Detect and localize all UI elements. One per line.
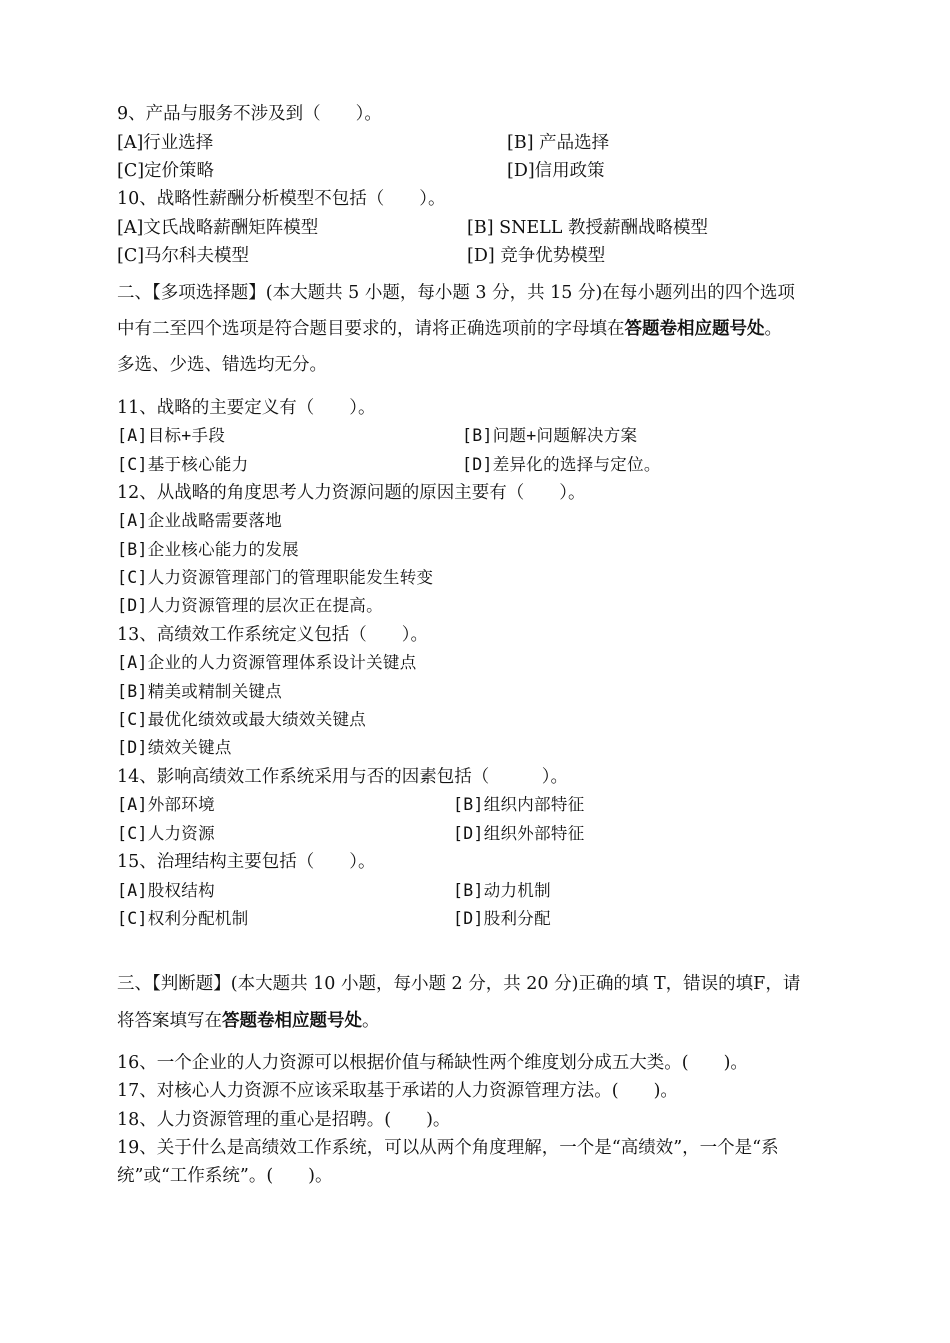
question-17: 17、对核心人力资源不应该采取基于承诺的人力资源管理方法。( )。 (117, 1081, 678, 1101)
section-3-instructions-line-2 (117, 1009, 380, 1033)
question-14-option-c: [C]人力资源 (117, 824, 215, 843)
question-12-option-a: [A]企业战略需要落地 (117, 511, 283, 530)
question-11-option-d: [D]差异化的选择与定位。 (462, 455, 661, 474)
question-14-stem: 14、影响高绩效工作系统采用与否的因素包括（ ）。 (117, 767, 569, 787)
question-10-option-d: [D] 竞争优势模型 (467, 246, 606, 266)
question-15-option-d: [D]股利分配 (453, 909, 551, 928)
question-11-option-b: [B]问题+问题解决方案 (462, 426, 638, 445)
question-9-option-d: [D]信用政策 (507, 161, 605, 181)
question-10-stem: 10、战略性薪酬分析模型不包括（ ）。 (117, 189, 446, 209)
question-9-option-b: [B] 产品选择 (507, 133, 610, 153)
question-9-stem: 9、产品与服务不涉及到（ ）。 (117, 104, 382, 124)
question-13-option-d: [D]绩效关键点 (117, 738, 232, 757)
question-12-option-b: [B]企业核心能力的发展 (117, 540, 299, 559)
question-12-option-d: [D]人力资源管理的层次正在提高。 (117, 596, 383, 615)
question-13-stem: 13、高绩效工作系统定义包括（ ）。 (117, 625, 429, 645)
section-3-bold-answer-sheet: 答题卷相应题号处 (222, 1011, 362, 1031)
question-10-option-c: [C]马尔科夫模型 (117, 246, 250, 266)
question-11-option-a: [A]目标+手段 (117, 426, 226, 445)
question-16: 16、一个企业的人力资源可以根据价值与稀缺性两个维度划分成五大类。( )。 (117, 1053, 748, 1073)
section-2-instructions-line-3: 多选、少选、错选均无分。 (117, 355, 327, 375)
question-13-option-c: [C]最优化绩效或最大绩效关键点 (117, 710, 367, 729)
question-9-option-c: [C]定价策略 (117, 161, 215, 181)
section-3-line-2-end: 。 (362, 1011, 380, 1031)
question-19-line-2: 统”或“工作系统”。( )。 (117, 1166, 333, 1186)
question-13-option-a: [A]企业的人力资源管理体系设计关键点 (117, 653, 417, 672)
question-18: 18、人力资源管理的重心是招聘。( )。 (117, 1110, 451, 1130)
question-14-option-d: [D]组织外部特征 (453, 824, 585, 843)
section-3-line-2-text: 将答案填写在 (117, 1011, 222, 1031)
question-13-option-b: [B]精美或精制关键点 (117, 682, 283, 701)
question-14-option-a: [A]外部环境 (117, 795, 215, 814)
question-15-option-a: [A]股权结构 (117, 881, 215, 900)
question-11-stem: 11、战略的主要定义有（ ）。 (117, 398, 376, 418)
question-12-stem: 12、从战略的角度思考人力资源问题的原因主要有（ ）。 (117, 483, 586, 503)
question-19-line-1: 19、关于什么是高绩效工作系统，可以从两个角度理解，一个是“高绩效”，一个是“系 (117, 1138, 779, 1158)
section-2-instructions-line-2 (117, 317, 782, 341)
question-15-option-c: [C]权利分配机制 (117, 909, 249, 928)
question-9-option-a: [A]行业选择 (117, 133, 214, 153)
section-2-instructions-line-1: 二、【多项选择题】(本大题共 5 小题，每小题 3 分，共 15 分)在每小题列出的四个选项 (117, 283, 795, 303)
question-10-option-a: [A]文氏战略薪酬矩阵模型 (117, 218, 319, 238)
question-15-option-b: [B]动力机制 (453, 881, 551, 900)
question-11-option-c: [C]基于核心能力 (117, 455, 249, 474)
question-14-option-b: [B]组织内部特征 (453, 795, 585, 814)
section-2-bold-answer-sheet: 答题卷相应题号处 (624, 319, 765, 339)
question-12-option-c: [C]人力资源管理部门的管理职能发生转变 (117, 568, 434, 587)
question-10-option-b: [B] SNELL 教授薪酬战略模型 (467, 218, 708, 238)
section-2-line-2-end: 。 (764, 319, 782, 339)
section-3-instructions-line-1: 三、【判断题】(本大题共 10 小题，每小题 2 分，共 20 分)正确的填 T，错误的填F，请 (117, 974, 801, 994)
section-2-line-2-text: 中有二至四个选项是符合题目要求的，请将正确选项前的字母填在 (117, 319, 625, 339)
question-15-stem: 15、治理结构主要包括（ ）。 (117, 852, 376, 872)
